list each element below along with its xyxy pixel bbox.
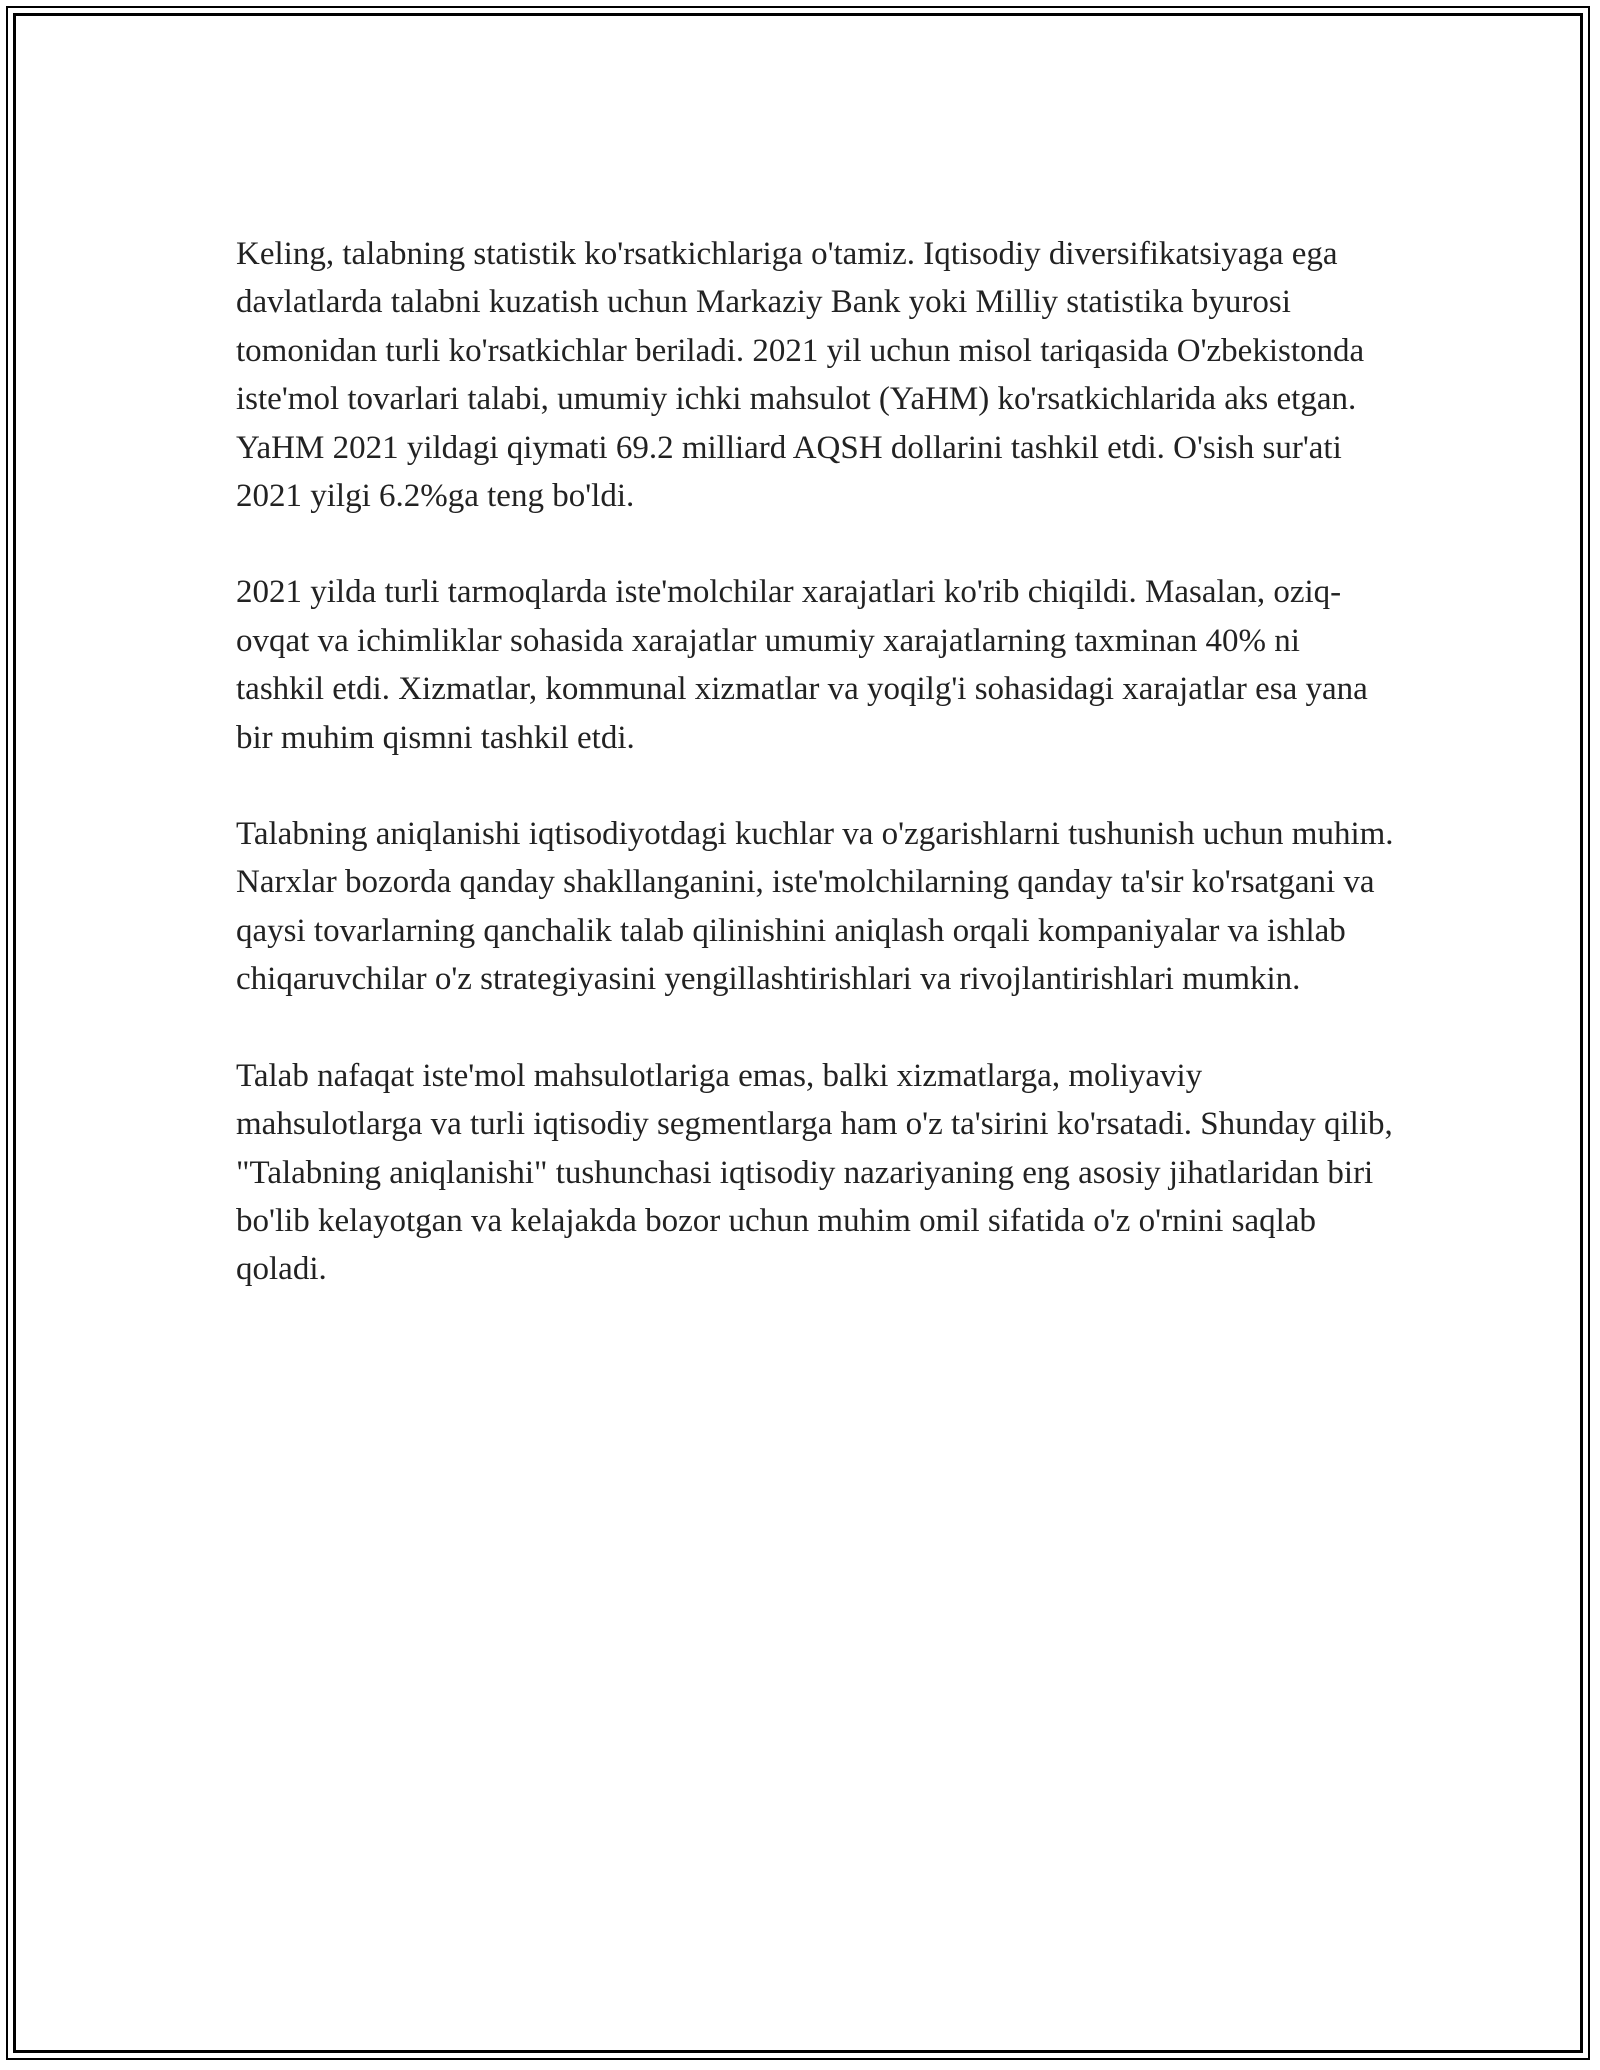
paragraph-conclusion: Talab nafaqat iste'mol mahsulotlariga emas, balki xizmatlarga, moliyaviy mahsulotlarga va turli iqtisodiy segmentlarga ham o'z ta'sirini ko'rsatadi. Shunday qilib, "Talabning aniqlanishi" tushunchasi iqtisodiy nazariyaning eng asosiy jihatlaridan biri bo'lib kelayotgan va kelajakda bozor uchun muhim omil sifatida o'z o'rnini saqlab qoladi. xyxy=(236,1057,1393,1288)
paragraph-consumer-spending: 2021 yilda turli tarmoqlarda iste'molchilar xarajatlari ko'rib chiqildi. Masalan, oziq-ovqat va ichimliklar sohasida xarajatlar umumiy xarajatlarning taxminan 40% ni tashkil etdi. Xizmatlar, kommunal xizmatlar va yoqilg'i sohasidagi xarajatlar esa yana bir muhim qismni tashkil etdi. xyxy=(236,574,1368,756)
paragraph-demand-importance: Talabning aniqlanishi iqtisodiyotdagi kuchlar va o'zgarishlarni tushunish uchun muhim. Narxlar bozorda qanday shakllanganini, iste'molchilarning qanday ta'sir ko'rsatgani va qaysi tovarlarning qanchalik talab qilinishini aniqlash orqali kompaniyalar va ishlab chiqaruvchilar o'z strategiyasini yengillashtirishlari va rivojlantirishlari mumkin. xyxy=(236,816,1394,998)
paragraph-statistics: Keling, talabning statistik ko'rsatkichlariga o'tamiz. Iqtisodiy diversifikatsiyaga ega davlatlarda talabni kuzatish uchun Markaziy Bank yoki Milliy statistika byurosi tomonidan turli ko'rsatkichlar beriladi. 2021 yil uchun misol tariqasida O'zbekistonda iste'mol tovarlari talabi, umumiy ichki mahsulot (YaHM) ko'rsatkichlarida aks etgan. YaHM 2021 yildagi qiymati 69.2 milliard AQSH dollarini tashkil etdi. O'sish sur'ati 2021 yilgi 6.2%ga teng bo'ldi. xyxy=(236,236,1365,515)
document-body xyxy=(236,230,1396,1342)
